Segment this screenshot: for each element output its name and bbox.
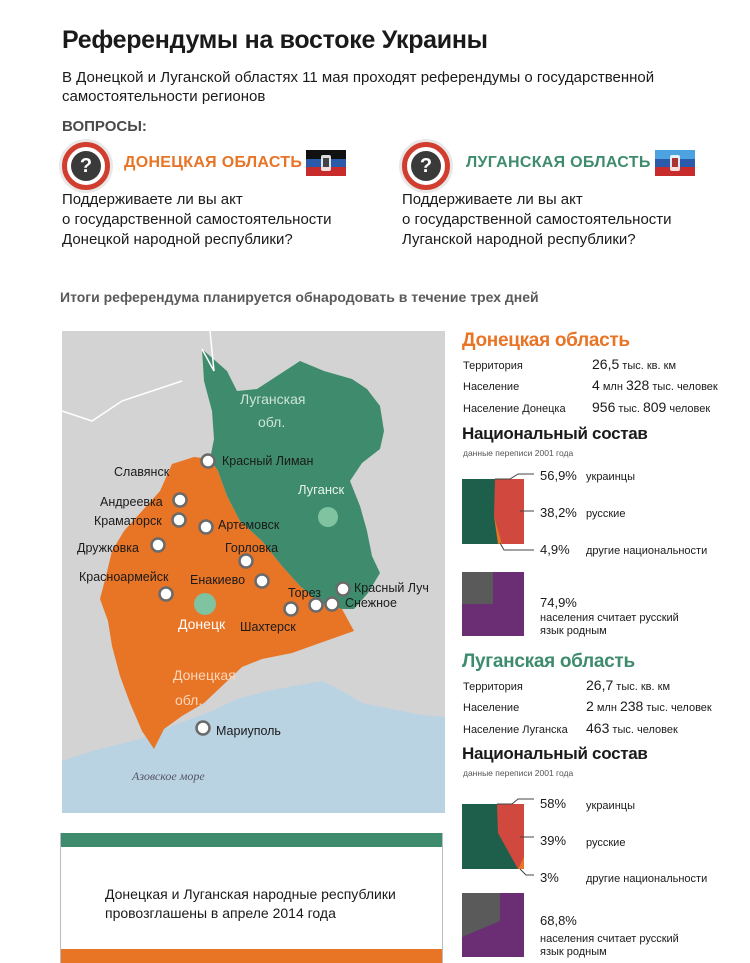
- ethnic-pct: 3%: [540, 870, 559, 885]
- donetsk-ethnic-chart: [462, 466, 542, 556]
- stat-value: 2 млн 238 тыс. человек: [586, 698, 712, 714]
- city-marker: [326, 598, 339, 611]
- city-marker: [174, 494, 187, 507]
- azov-sea-label: Азовское море: [132, 769, 205, 783]
- city-label: Андреевка: [100, 495, 163, 509]
- ethnic-label: другие национальности: [586, 873, 708, 885]
- city-label: Дружковка: [77, 541, 139, 555]
- stat-value: 4 млн 328 тыс. человек: [592, 377, 718, 393]
- lugansk-panel-title: Луганская область: [462, 651, 635, 672]
- ethnic-pct: 58%: [540, 796, 567, 811]
- donetsk-question-text: Поддерживаете ли вы акт о государственной самостоятельности Донецкой народной республики?: [62, 191, 332, 248]
- city-label: Красноармейск: [79, 570, 169, 584]
- capital-label: Луганск: [298, 482, 345, 497]
- ethnic-pct: 56,9%: [540, 468, 577, 483]
- stat-value: 463 тыс. человек: [586, 720, 678, 736]
- russian-native-pct: 74,9%: [540, 595, 577, 610]
- city-marker: [256, 575, 269, 588]
- russian-native-pct: 68,8%: [540, 913, 577, 928]
- regions-map: [62, 331, 445, 813]
- ethnic-pct: 38,2%: [540, 505, 577, 520]
- city-label: Краматорск: [94, 514, 162, 528]
- ethnic-label: русские: [586, 837, 626, 849]
- city-label: Красный Луч: [354, 581, 429, 595]
- city-marker: [197, 722, 210, 735]
- lugansk-language-chart: [462, 893, 526, 959]
- lugansk-region-label-2: обл.: [258, 414, 286, 430]
- remainder-bar: [462, 572, 493, 604]
- city-label: Снежное: [345, 596, 397, 610]
- ethnic-label: другие национальности: [586, 545, 708, 557]
- donetsk-region-label-2: обл.: [175, 692, 203, 708]
- nat-title: Национальный состав: [462, 744, 648, 763]
- city-marker: [200, 521, 213, 534]
- stat-label: Население: [463, 702, 520, 714]
- russian-native-label: населения считает русский язык родным: [540, 612, 679, 637]
- ethnic-label: украинцы: [586, 471, 635, 483]
- stat-value: 26,7 тыс. кв. км: [586, 677, 671, 693]
- nat-subtitle: данные переписи 2001 года: [463, 768, 574, 778]
- ethnic-label: русские: [586, 508, 626, 520]
- declaration-note: Донецкая и Луганская народные республики провозглашены в апреле 2014 года: [105, 886, 396, 921]
- stat-label: Население Луганска: [463, 724, 568, 736]
- city-marker: [152, 539, 165, 552]
- city-label: Славянск: [114, 465, 170, 479]
- page-title: Референдумы на востоке Украины: [62, 26, 488, 54]
- stat-label: Население: [463, 381, 520, 393]
- questions-label: ВОПРОСЫ:: [62, 118, 147, 135]
- city-marker: [240, 555, 253, 568]
- declaration-note-box: [60, 833, 443, 963]
- city-label: Мариуполь: [216, 724, 281, 738]
- city-label: Горловка: [225, 541, 279, 555]
- donetsk-language-chart: [462, 572, 526, 638]
- city-marker: [160, 588, 173, 601]
- lugansk-question-title: ЛУГАНСКАЯ ОБЛАСТЬ: [466, 154, 651, 171]
- note-bar-orange: [61, 949, 442, 963]
- stat-label: Территория: [463, 681, 523, 693]
- city-label: Торез: [288, 586, 321, 600]
- city-label: Красный Лиман: [222, 454, 314, 468]
- stat-value: 956 тыс. 809 человек: [592, 399, 711, 415]
- ethnic-pct: 39%: [540, 833, 567, 848]
- ethnic-label: украинцы: [586, 800, 635, 812]
- lugansk-region-label: Луганская: [240, 391, 306, 407]
- lnr-flag-icon: [655, 150, 695, 176]
- ethnic-pct: 4,9%: [540, 542, 570, 557]
- capital-marker: [194, 593, 216, 615]
- donetsk-region-label: Донецкая: [173, 667, 236, 683]
- city-label: Артемовск: [218, 518, 280, 532]
- city-label: Шахтерск: [240, 620, 296, 634]
- capital-label: Донецк: [178, 616, 226, 632]
- dnr-flag-icon: [306, 150, 346, 176]
- page-subtitle: В Донецкой и Луганской областях 11 мая проходят референдумы о государственной самостоятельности регионов: [62, 69, 655, 105]
- lugansk-question-text: Поддерживаете ли вы акт о государственной самостоятельности Луганской народной республики?: [402, 191, 672, 248]
- stat-label: Население Донецка: [463, 403, 566, 415]
- lugansk-ethnic-chart: [462, 793, 542, 883]
- donetsk-question-title: ДОНЕЦКАЯ ОБЛАСТЬ: [124, 154, 303, 171]
- capital-marker: [318, 507, 338, 527]
- city-marker: [285, 603, 298, 616]
- city-marker: [173, 514, 186, 527]
- city-marker: [202, 455, 215, 468]
- city-label: Енакиево: [190, 573, 246, 587]
- question-icon: ?: [402, 142, 450, 190]
- results-note: Итоги референдума планируется обнародовать в течение трех дней: [60, 289, 539, 305]
- stat-value: 26,5 тыс. кв. км: [592, 356, 677, 372]
- note-bar-green: [61, 833, 442, 847]
- nat-title: Национальный состав: [462, 424, 648, 443]
- city-marker: [337, 583, 350, 596]
- stat-label: Территория: [463, 360, 523, 372]
- question-icon: ?: [62, 142, 110, 190]
- russian-native-label: населения считает русский язык родным: [540, 933, 679, 958]
- nat-subtitle: данные переписи 2001 года: [463, 448, 574, 458]
- city-marker: [310, 599, 323, 612]
- donetsk-panel-title: Донецкая область: [462, 330, 630, 351]
